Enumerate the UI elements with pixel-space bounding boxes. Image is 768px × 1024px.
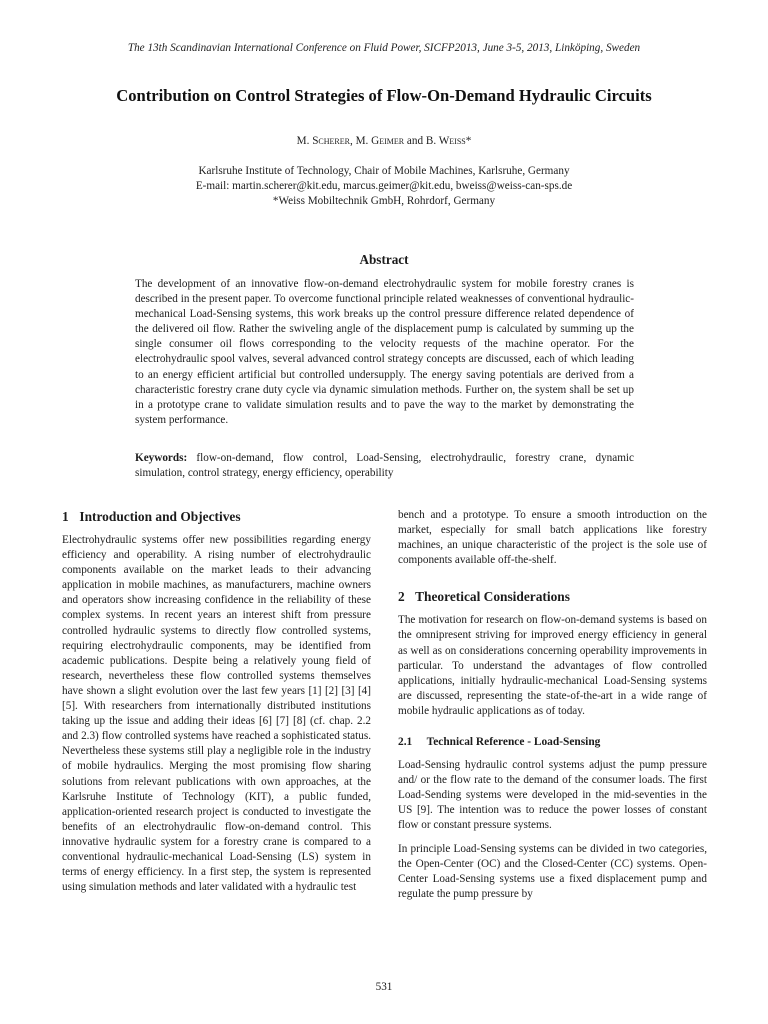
abstract-heading: Abstract [359, 252, 409, 267]
section-heading [62, 508, 371, 525]
subsection-number: 2.1 [398, 736, 413, 749]
running-head: The 13th Scandinavian International Conference on Fluid Power, SICFP2013, June 3-5, 2013, Linköping, Sweden [127, 42, 641, 54]
paragraph: In principle Load-Sensing systems can be divided in two categories, the Open-Center (OC) and the Closed-Center (CC) systems. Open-Center Load-Sensing systems use a fixed displacement pump and regulate the pump pressure by [398, 842, 707, 900]
abstract-text: The development of an innovative flow-on-demand electrohydraulic system for mobile forestry cranes is described in the present paper. To overcome functional principle related weaknesses of conventional hydraulic-mechanical Load-Sensing systems, this work breaks up the control pressure difference related dependence of the delivered oil flow. Rather the swiveling angle of the displacement pump is calculated by summing up the single consumer oil flows corresponding to the velocity requests of the machine operator. For the electrohydraulic spool valves, several advanced control strategy concepts are discussed, each of which leading to an energy efficient artificial but controlled undersupply. The energy saving potentials are derived from a characteristic forestry crane duty cycle via dynamic simulation methods. Further on, the system shall be set up in a prototype crane to validate simulation results and to pave the way to the market by demonstrating the system performance. [135, 278, 634, 426]
author-separator: and [404, 135, 426, 147]
keywords [135, 451, 634, 481]
email-line: E-mail: martin.scherer@kit.edu, marcus.geimer@kit.edu, bweiss@weiss-can-sps.de [195, 180, 573, 192]
affiliations [0, 164, 768, 209]
section-heading [398, 588, 707, 605]
subsection-title: Technical Reference - Load-Sensing [426, 736, 601, 749]
page-number: 531 [375, 981, 393, 993]
section-title: Theoretical Considerations [415, 589, 570, 605]
author-separator: , [350, 135, 356, 147]
author-name: M. Geimer [355, 135, 405, 147]
paragraph: Load-Sensing hydraulic control systems adjust the pump pressure and/ or the flow rate to the demand of the consumer loads. The first Load-Sending systems were developed in the mid-seventies in the US [9]. The intention was to reduce the power losses of constant flow or constant pressure systems. [398, 759, 707, 832]
paragraph: Electrohydraulic systems offer new possibilities regarding energy efficiency and operability. A rising number of electrohydraulic components available on the market leads to their advancing application in mobile machines, as manufacturers, machine owners and operators show increasing confidence in the reliability of these complex systems. In recent years an interest shift from pressure controlled hydraulic systems to directly flow controlled systems, requiring electrohydraulic components, may be identified from academic publications. Despite being a relatively young field of research, nevertheless these flow controlled systems themselves have shown a slight evolution over the last few years [1] [2] [3] [4] [5]. With researchers from internationally distributed institutions taking up the issue and adding their ideas [6] [7] [8] (cf. chap. 2.2 and 2.3) flow controlled systems have reached a sophisticated status. Nevertheless these systems still play a negligible role in the industry of mobile hydraulics. Merging the most promising flow sharing solutions from relevant publications with own approaches, at the Karlsruhe Institute of Technology (KIT), a public funded, application-oriented research project is conducted to investigate the benefits of an electrohydraulic flow-on-demand control. This innovative hydraulic system for a forestry crane is compared to a conventional hydraulic-mechanical Load-Sensing (LS) system in terms of energy efficiency. In a first step, the system is represented using simulation methods and later validated with a hydraulic test [62, 534, 371, 894]
subsection-heading [398, 735, 707, 750]
author-list [0, 135, 768, 147]
section-number: 2 [398, 589, 405, 605]
right-column [398, 508, 707, 902]
author-name: M. Scherer [296, 135, 350, 147]
paper-title: Contribution on Control Strategies of Flow-On-Demand Hydraulic Circuits [116, 86, 652, 105]
keywords-text: flow-on-demand, flow control, Load-Sensing, electrohydraulic, forestry crane, dynamic simulation, control strategy, energy efficiency, operability [135, 452, 634, 480]
section-number: 1 [62, 509, 69, 524]
paragraph: The motivation for research on flow-on-demand systems is based on the omnipresent striving for improved energy efficiency in general as well as on considerations concerning operability improvements in particular. To understand the advantages of flow controlled applications, initially hydraulic-mechanical Load-Sensing systems are discussed, representing the state-of-the-art in a wide range of mobile hydraulic applications as of today. [398, 614, 707, 717]
author-name: B. Weiss [425, 135, 466, 147]
section-title: Introduction and Objectives [79, 509, 241, 524]
affiliation-line: Karlsruhe Institute of Technology, Chair of Mobile Machines, Karlsruhe, Germany [198, 165, 570, 177]
affiliation-marker: * [465, 135, 472, 147]
keywords-label: Keywords: [135, 452, 188, 464]
paragraph: bench and a prototype. To ensure a smooth introduction on the market, especially for small batch applications like forestry machines, an unique characteristic of the project is the sole use of components available off-the-shelf. [398, 509, 707, 567]
affiliation-line: *Weiss Mobiltechnik GmbH, Rohrdorf, Germany [272, 195, 496, 207]
left-column [62, 508, 371, 895]
